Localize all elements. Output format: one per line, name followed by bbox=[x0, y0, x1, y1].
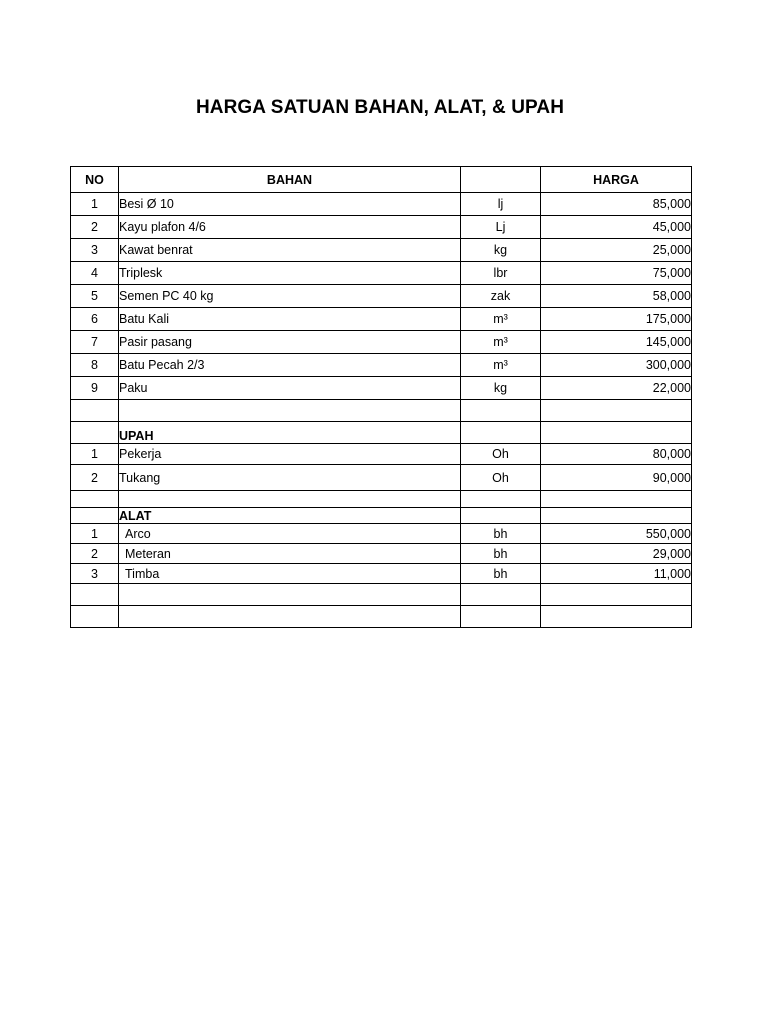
row-no: 9 bbox=[71, 377, 119, 400]
row-no: 1 bbox=[71, 193, 119, 216]
table-row bbox=[71, 262, 692, 285]
table-row bbox=[71, 308, 692, 331]
row-item: Meteran bbox=[119, 544, 461, 564]
table-row bbox=[71, 216, 692, 239]
row-price: 300,000 bbox=[541, 354, 692, 377]
row-unit: Oh bbox=[461, 465, 541, 491]
table-row bbox=[71, 239, 692, 262]
row-unit: lbr bbox=[461, 262, 541, 285]
empty-row bbox=[71, 491, 692, 508]
row-price: 175,000 bbox=[541, 308, 692, 331]
table-row bbox=[71, 544, 692, 564]
table-header-row bbox=[71, 167, 692, 193]
row-no: 2 bbox=[71, 465, 119, 491]
row-unit: m³ bbox=[461, 354, 541, 377]
header-bahan: BAHAN bbox=[119, 167, 461, 193]
row-item: Triplesk bbox=[119, 262, 461, 285]
row-item: Kayu plafon 4/6 bbox=[119, 216, 461, 239]
row-price: 80,000 bbox=[541, 444, 692, 465]
table-row bbox=[71, 331, 692, 354]
row-unit: kg bbox=[461, 377, 541, 400]
row-price: 85,000 bbox=[541, 193, 692, 216]
table-row bbox=[71, 524, 692, 544]
row-no: 8 bbox=[71, 354, 119, 377]
price-table bbox=[70, 166, 692, 628]
table-row bbox=[71, 354, 692, 377]
row-item: Batu Kali bbox=[119, 308, 461, 331]
row-price: 25,000 bbox=[541, 239, 692, 262]
row-item: Besi Ø 10 bbox=[119, 193, 461, 216]
header-harga: HARGA bbox=[541, 167, 692, 193]
row-price: 45,000 bbox=[541, 216, 692, 239]
row-item: Tukang bbox=[119, 465, 461, 491]
row-no: 5 bbox=[71, 285, 119, 308]
row-no: 7 bbox=[71, 331, 119, 354]
page-title: HARGA SATUAN BAHAN, ALAT, & UPAH bbox=[195, 97, 565, 118]
row-item: Batu Pecah 2/3 bbox=[119, 354, 461, 377]
row-unit: Oh bbox=[461, 444, 541, 465]
row-unit: bh bbox=[461, 544, 541, 564]
row-item: Paku bbox=[119, 377, 461, 400]
row-no: 6 bbox=[71, 308, 119, 331]
row-price: 90,000 bbox=[541, 465, 692, 491]
row-item: Pasir pasang bbox=[119, 331, 461, 354]
row-item: Semen PC 40 kg bbox=[119, 285, 461, 308]
row-no: 2 bbox=[71, 216, 119, 239]
table-row bbox=[71, 465, 692, 491]
section-row-upah bbox=[71, 422, 692, 444]
row-unit: bh bbox=[461, 564, 541, 584]
row-no: 3 bbox=[71, 564, 119, 584]
empty-row bbox=[71, 400, 692, 422]
section-row-alat bbox=[71, 508, 692, 524]
row-unit: m³ bbox=[461, 308, 541, 331]
empty-row bbox=[71, 584, 692, 606]
row-unit: kg bbox=[461, 239, 541, 262]
table-row bbox=[71, 377, 692, 400]
row-item: Arco bbox=[119, 524, 461, 544]
header-no: NO bbox=[71, 167, 119, 193]
row-price: 145,000 bbox=[541, 331, 692, 354]
row-unit: zak bbox=[461, 285, 541, 308]
row-unit: lj bbox=[461, 193, 541, 216]
row-no: 1 bbox=[71, 524, 119, 544]
row-item: Timba bbox=[119, 564, 461, 584]
table-row bbox=[71, 564, 692, 584]
row-unit: m³ bbox=[461, 331, 541, 354]
row-item: Pekerja bbox=[119, 444, 461, 465]
header-satuan bbox=[461, 167, 541, 193]
row-price: 11,000 bbox=[541, 564, 692, 584]
row-no: 3 bbox=[71, 239, 119, 262]
row-no: 1 bbox=[71, 444, 119, 465]
table-row bbox=[71, 444, 692, 465]
row-price: 550,000 bbox=[541, 524, 692, 544]
empty-row bbox=[71, 606, 692, 628]
row-unit: Lj bbox=[461, 216, 541, 239]
row-no: 2 bbox=[71, 544, 119, 564]
row-price: 22,000 bbox=[541, 377, 692, 400]
table-row bbox=[71, 285, 692, 308]
section-heading-alat: ALAT bbox=[119, 508, 461, 524]
row-item: Kawat benrat bbox=[119, 239, 461, 262]
section-heading-upah: UPAH bbox=[119, 422, 461, 444]
row-unit: bh bbox=[461, 524, 541, 544]
table-row bbox=[71, 193, 692, 216]
row-price: 29,000 bbox=[541, 544, 692, 564]
row-price: 58,000 bbox=[541, 285, 692, 308]
row-no: 4 bbox=[71, 262, 119, 285]
row-price: 75,000 bbox=[541, 262, 692, 285]
